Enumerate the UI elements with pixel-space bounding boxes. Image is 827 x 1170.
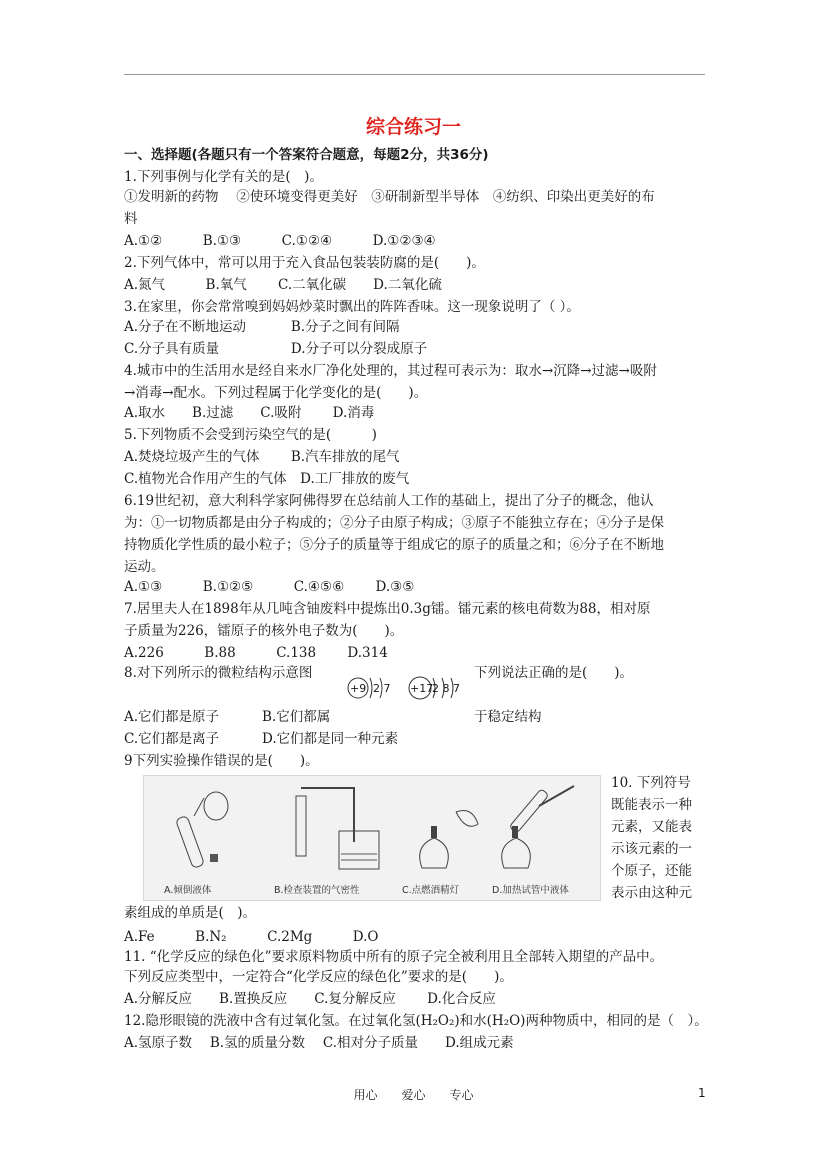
question-line: 7.居里夫人在1898年从几吨含铀废料中提炼出0.3g镭。镭元素的核电荷数为88，相对原 [124,601,651,617]
q8-option-b: B.它们都属 [262,709,331,725]
atom1-shells: 2 7 [373,682,391,695]
q10-options: A.Fe B.N₂ C.2Mg D.O [124,929,379,945]
question-line: A.分子在不断地运动 B.分子之间有间隔 [124,319,400,335]
question-line: 6.19世纪初，意大利科学家阿佛得罗在总结前人工作的基础上，提出了分子的概念，他认 [124,493,654,509]
question-line: 料 [124,211,138,227]
atom2-nucleus: +17 [410,682,434,695]
q10-line-5: 个原子，还能 [611,863,692,879]
q8-tail: 下列说法正确的是( )。 [474,665,634,681]
question-line: 1.下列事例与化学有关的是( )。 [124,169,323,185]
q8-option-c: C.它们都是离子 [124,731,220,747]
footer-motto: 用心 爱心 专心 [353,1088,474,1102]
caption-d: D.加热试管中液体 [492,885,569,896]
question-line: 子质量为226，镭原子的核外电子数为( )。 [124,623,404,639]
q8-option-b-tail: 于稳定结构 [474,709,542,725]
q10-line-2: 既能表示一种 [611,797,692,813]
caption-a: A.倾倒液体 [164,885,212,896]
caption-b: B.检查装置的气密性 [274,885,360,896]
question-line: →消毒→配水。下列过程属于化学变化的是( )。 [124,385,428,401]
lab-apparatus-drawing [144,776,600,880]
question-line: ①发明新的药物 ②使环境变得更美好 ③研制新型半导体 ④纺织、印染出更美好的布 [124,189,655,205]
question-line: 运动。 [124,559,165,575]
question-line: A.分解反应 B.置换反应 C.复分解反应 D.化合反应 [124,991,496,1007]
header-rule [124,74,705,75]
question-line: 11. “化学反应的绿色化”要求原料物质中所有的原子完全被利用且全部转入期望的产品中。 [124,949,664,965]
q8-stem: 8.对下列所示的微粒结构示意图 [124,665,313,681]
question-line: 2.下列气体中，常可以用于充入食品包装装防腐的是( )。 [124,255,485,271]
question-line: A.①③ B.①②⑤ C.④⑤⑥ D.③⑤ [124,579,415,595]
question-line: 5.下列物质不会受到污染空气的是( ) [124,427,377,443]
q10-line-3: 元素，又能表 [611,819,692,835]
atom2-shells: 2 8 7 [432,682,460,695]
question-line: A.氮气 B.氧气 C.二氧化碳 D.二氧化硫 [124,277,442,293]
question-line: 12.隐形眼镜的洗液中含有过氧化氢。在过氧化氢(H₂O₂)和水(H₂O)两种物质中，相同的是（ ）。 [124,1013,708,1029]
question-line: 为：①一切物质都是由分子构成的；②分子由原子构成；③原子不能独立存在；④分子是保 [124,515,664,531]
question-line: A.取水 B.过滤 C.吸附 D.消毒 [124,405,375,421]
q8-option-a: A.它们都是原子 [124,709,220,725]
question-line: C.植物光合作用产生的气体 D.工厂排放的废气 [124,471,410,487]
q10-line-1: 10. 下列符号 [611,775,691,791]
q10-line-4: 示该元素的一 [611,841,692,857]
lab-operations-figure [143,775,601,901]
question-line: A.①② B.①③ C.①②④ D.①②③④ [124,233,436,249]
q8-option-d: D.它们都是同一种元素 [262,731,399,747]
question-line: 4.城市中的生活用水是经自来水厂净化处理的，其过程可表示为：取水→沉降→过滤→吸附 [124,363,657,379]
section-heading: 一、选择题(各题只有一个答案符合题意，每题2分，共36分) [124,147,489,163]
question-line: 持物质化学性质的最小粒子；⑤分子的质量等于组成它的原子的质量之和；⑥分子在不断地 [124,537,664,553]
question-line: 下列反应类型中，一定符合“化学反应的绿色化”要求的是( )。 [124,969,513,985]
question-line: C.分子具有质量 D.分子可以分裂成原子 [124,341,428,357]
page-title: 综合练习一 [365,116,461,138]
question-line: A.焚烧垃圾产生的气体 B.汽车排放的尾气 [124,449,400,465]
q10-line-6: 表示由这种元 [611,885,692,901]
page-number: 1 [698,1086,706,1100]
question-line: A.226 B.88 C.138 D.314 [124,645,388,661]
q10-continuation: 素组成的单质是( )。 [124,905,257,921]
q9-stem: 9下列实验操作错误的是( )。 [124,753,319,769]
caption-c: C.点燃酒精灯 [402,885,460,896]
question-line: 3.在家里，你会常常嗅到妈妈炒菜时飘出的阵阵香味。这一现象说明了（ ）。 [124,299,580,315]
question-line: A.氢原子数 B.氢的质量分数 C.相对分子质量 D.组成元素 [124,1035,514,1051]
atom1-nucleus: +9 [350,682,367,695]
